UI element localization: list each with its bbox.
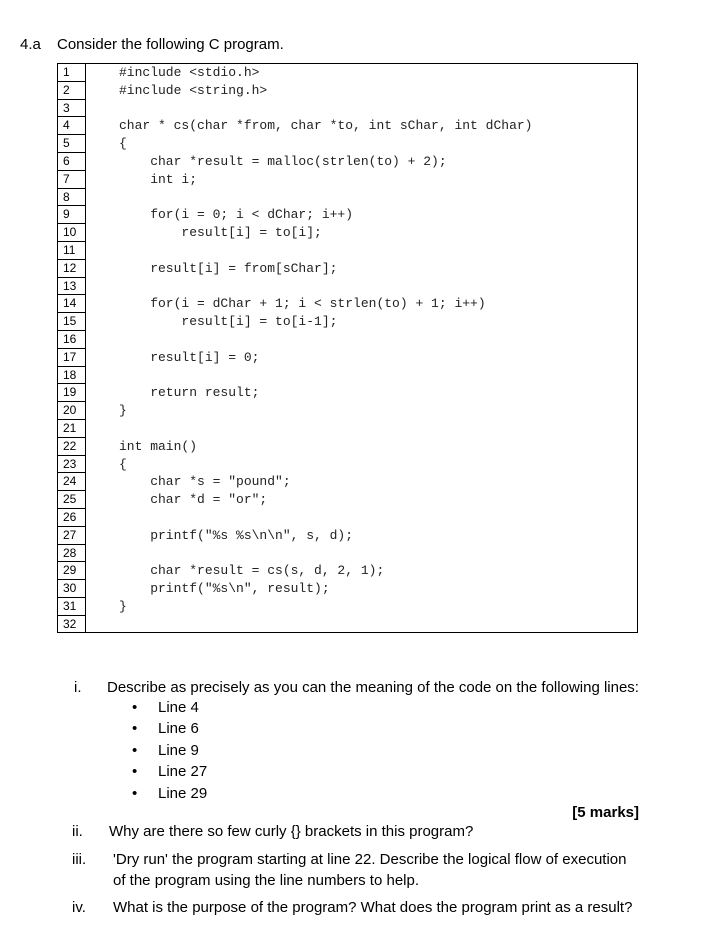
part-ii-numeral: ii. [72, 823, 83, 840]
bullet-item [132, 783, 207, 804]
bullet-dot-icon: • [132, 699, 138, 716]
line-number: 5 [58, 135, 85, 153]
code-line [119, 545, 532, 563]
line-number: 3 [58, 100, 85, 118]
code-line: char *d = "or"; [119, 492, 268, 508]
line-number: 27 [58, 527, 85, 545]
code-body [119, 64, 532, 634]
line-number: 10 [58, 224, 85, 242]
code-line [119, 189, 532, 207]
part-iii-text-line1: 'Dry run' the program starting at line 22. Describe the logical flow of execution [113, 851, 627, 868]
code-line: } [119, 403, 127, 419]
line-number: 7 [58, 171, 85, 189]
code-line [119, 331, 532, 349]
line-number: 16 [58, 331, 85, 349]
line-number: 23 [58, 456, 85, 474]
code-line: #include <stdio.h> [119, 65, 260, 80]
bullet-dot-icon: • [132, 741, 138, 759]
line-number: 12 [58, 260, 85, 278]
line-number: 8 [58, 189, 85, 207]
line-bullet-list [132, 697, 207, 804]
code-line: return result; [119, 385, 260, 401]
code-line: { [119, 456, 127, 472]
line-number: 19 [58, 384, 85, 402]
code-line [119, 509, 532, 527]
line-number: 21 [58, 420, 85, 438]
question-heading [20, 36, 284, 53]
line-number: 24 [58, 473, 85, 491]
part-ii-text: Why are there so few curly {} brackets in this program? [109, 823, 474, 840]
question-title: Consider the following C program. [57, 36, 284, 53]
line-number: 14 [58, 295, 85, 313]
code-line: int main() [119, 438, 198, 454]
line-number: 28 [58, 545, 85, 563]
line-number: 17 [58, 349, 85, 367]
line-number: 1 [58, 64, 85, 82]
code-line [119, 242, 532, 260]
bullet-dot-icon: • [132, 720, 138, 738]
code-line: for(i = dChar + 1; i < strlen(to) + 1; i++) [119, 296, 486, 312]
code-line: printf("%s %s\n\n", s, d); [119, 527, 354, 543]
bullet-item [132, 740, 207, 761]
part-iv-text: What is the purpose of the program? What does the program print as a result? [113, 899, 633, 916]
line-number: 15 [58, 313, 85, 331]
line-number: 29 [58, 562, 85, 580]
code-line [119, 367, 532, 385]
code-line: #include <string.h> [119, 82, 268, 98]
code-line [119, 616, 532, 634]
line-number-gutter [58, 64, 86, 632]
code-line: result[i] = 0; [119, 349, 260, 365]
bullet-dot-icon: • [132, 763, 138, 781]
line-number: 18 [58, 367, 85, 385]
bullet-dot-icon: • [132, 784, 138, 802]
code-line: result[i] = to[i-1]; [119, 314, 338, 330]
code-line: { [119, 136, 127, 152]
line-number: 31 [58, 598, 85, 616]
question-number: 4.a [20, 36, 41, 53]
code-line [119, 278, 532, 296]
line-number: 13 [58, 278, 85, 296]
bullet-text: Line 27 [158, 763, 208, 781]
line-number: 30 [58, 580, 85, 598]
code-line: printf("%s\n", result); [119, 581, 330, 597]
line-number: 4 [58, 117, 85, 135]
code-line: char *result = malloc(strlen(to) + 2); [119, 153, 447, 169]
line-number: 2 [58, 82, 85, 100]
part-i-text: Describe as precisely as you can the meaning of the code on the following lines: [107, 679, 639, 696]
line-number: 6 [58, 153, 85, 171]
part-iii-numeral: iii. [72, 851, 87, 868]
bullet-item [132, 697, 207, 718]
part-i-numeral: i. [74, 679, 82, 696]
line-number: 9 [58, 206, 85, 224]
bullet-text: Line 4 [158, 699, 199, 716]
code-line: } [119, 598, 127, 614]
bullet-text: Line 9 [158, 741, 199, 759]
part-iv-numeral: iv. [72, 899, 86, 916]
line-number: 20 [58, 402, 85, 420]
bullet-item [132, 718, 207, 739]
marks-label: [5 marks] [572, 804, 639, 821]
code-line [119, 100, 532, 118]
bullet-item [132, 761, 207, 782]
line-number: 22 [58, 438, 85, 456]
line-number: 26 [58, 509, 85, 527]
code-line: int i; [119, 171, 198, 187]
code-line: char *result = cs(s, d, 2, 1); [119, 563, 385, 579]
line-number: 32 [63, 616, 77, 631]
part-iii-text-line2: of the program using the line numbers to help. [113, 872, 420, 889]
bullet-text: Line 29 [158, 784, 208, 802]
bullet-text: Line 6 [158, 720, 199, 738]
code-line: result[i] = to[i]; [119, 225, 322, 241]
code-line: result[i] = from[sChar]; [119, 260, 338, 276]
code-listing [57, 63, 638, 633]
code-line: char * cs(char *from, char *to, int sChar, int dChar) [119, 118, 533, 134]
code-line: char *s = "pound"; [119, 474, 291, 490]
line-number: 25 [58, 491, 85, 509]
code-line [119, 420, 532, 438]
line-number: 11 [58, 242, 85, 260]
code-line: for(i = 0; i < dChar; i++) [119, 207, 354, 223]
